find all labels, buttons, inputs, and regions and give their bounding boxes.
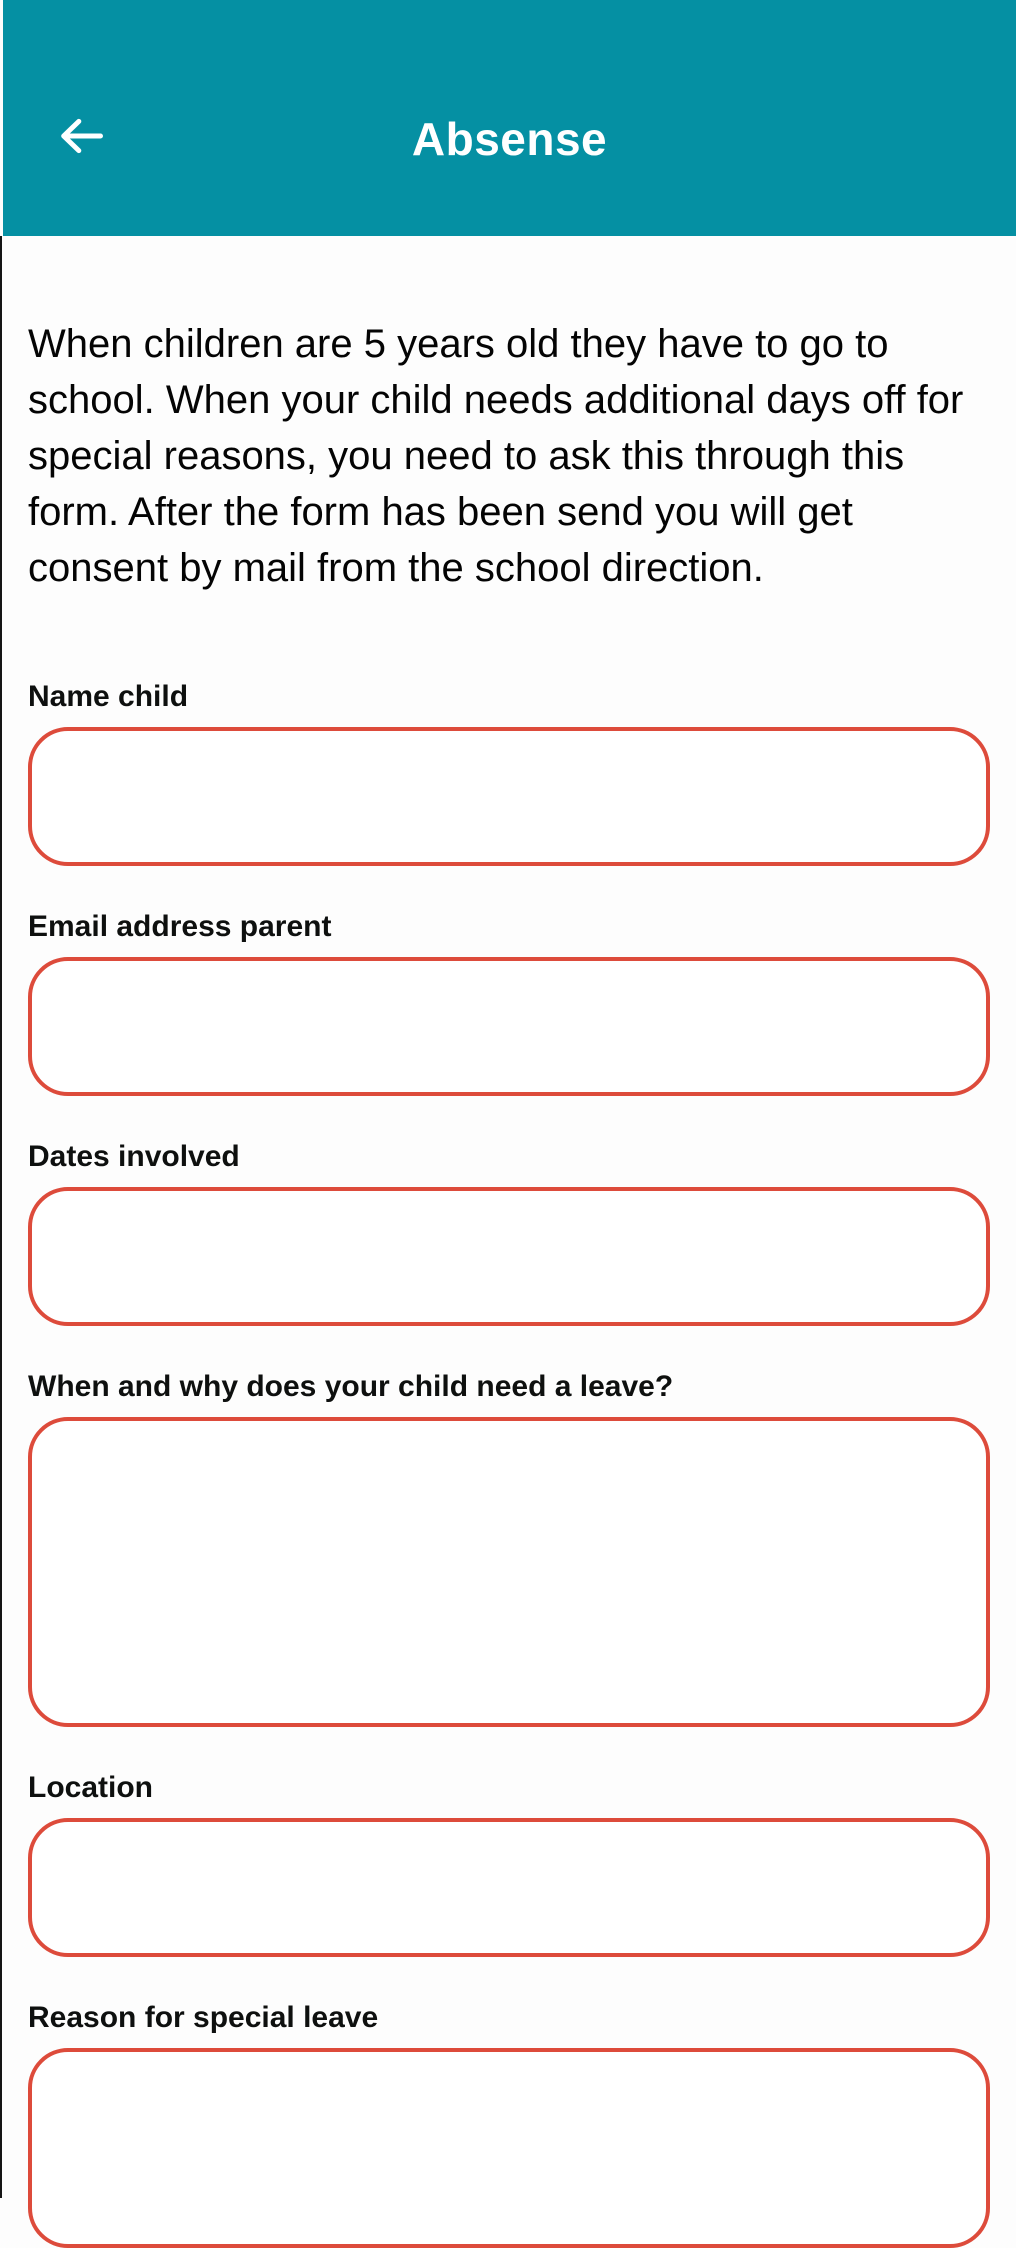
name-child-input[interactable] — [28, 727, 990, 866]
page-title: Absense — [411, 113, 608, 165]
field-email-parent — [28, 910, 990, 1096]
form-content — [0, 316, 1016, 2248]
field-dates-involved — [28, 1140, 990, 1326]
app-header — [3, 0, 1016, 236]
leave-reason-detail-textarea[interactable] — [28, 1417, 990, 1727]
email-parent-input[interactable] — [28, 957, 990, 1096]
field-label-special-leave-reason: Reason for special leave — [28, 2001, 379, 2034]
field-label-leave-reason-detail: When and why does your child need a leave? — [28, 1370, 674, 1403]
intro-paragraph: When children are 5 years old they have to go to school. When your child needs additional days off for special reasons, you need to ask this through this form. After the form has been send you will get consent by mail from the school direction. — [28, 322, 964, 590]
field-label-name-child: Name child — [28, 680, 189, 713]
dates-involved-input[interactable] — [28, 1187, 990, 1326]
special-leave-reason-input[interactable] — [28, 2048, 990, 2248]
field-label-location: Location — [28, 1771, 153, 1804]
location-input[interactable] — [28, 1818, 990, 1957]
screen-left-edge — [0, 236, 2, 2198]
field-name-child — [28, 680, 990, 866]
field-label-email-parent: Email address parent — [28, 910, 332, 943]
field-location — [28, 1771, 990, 1957]
field-special-leave-reason — [28, 2001, 990, 2248]
field-label-dates-involved: Dates involved — [28, 1140, 240, 1173]
field-leave-reason-detail — [28, 1370, 990, 1727]
